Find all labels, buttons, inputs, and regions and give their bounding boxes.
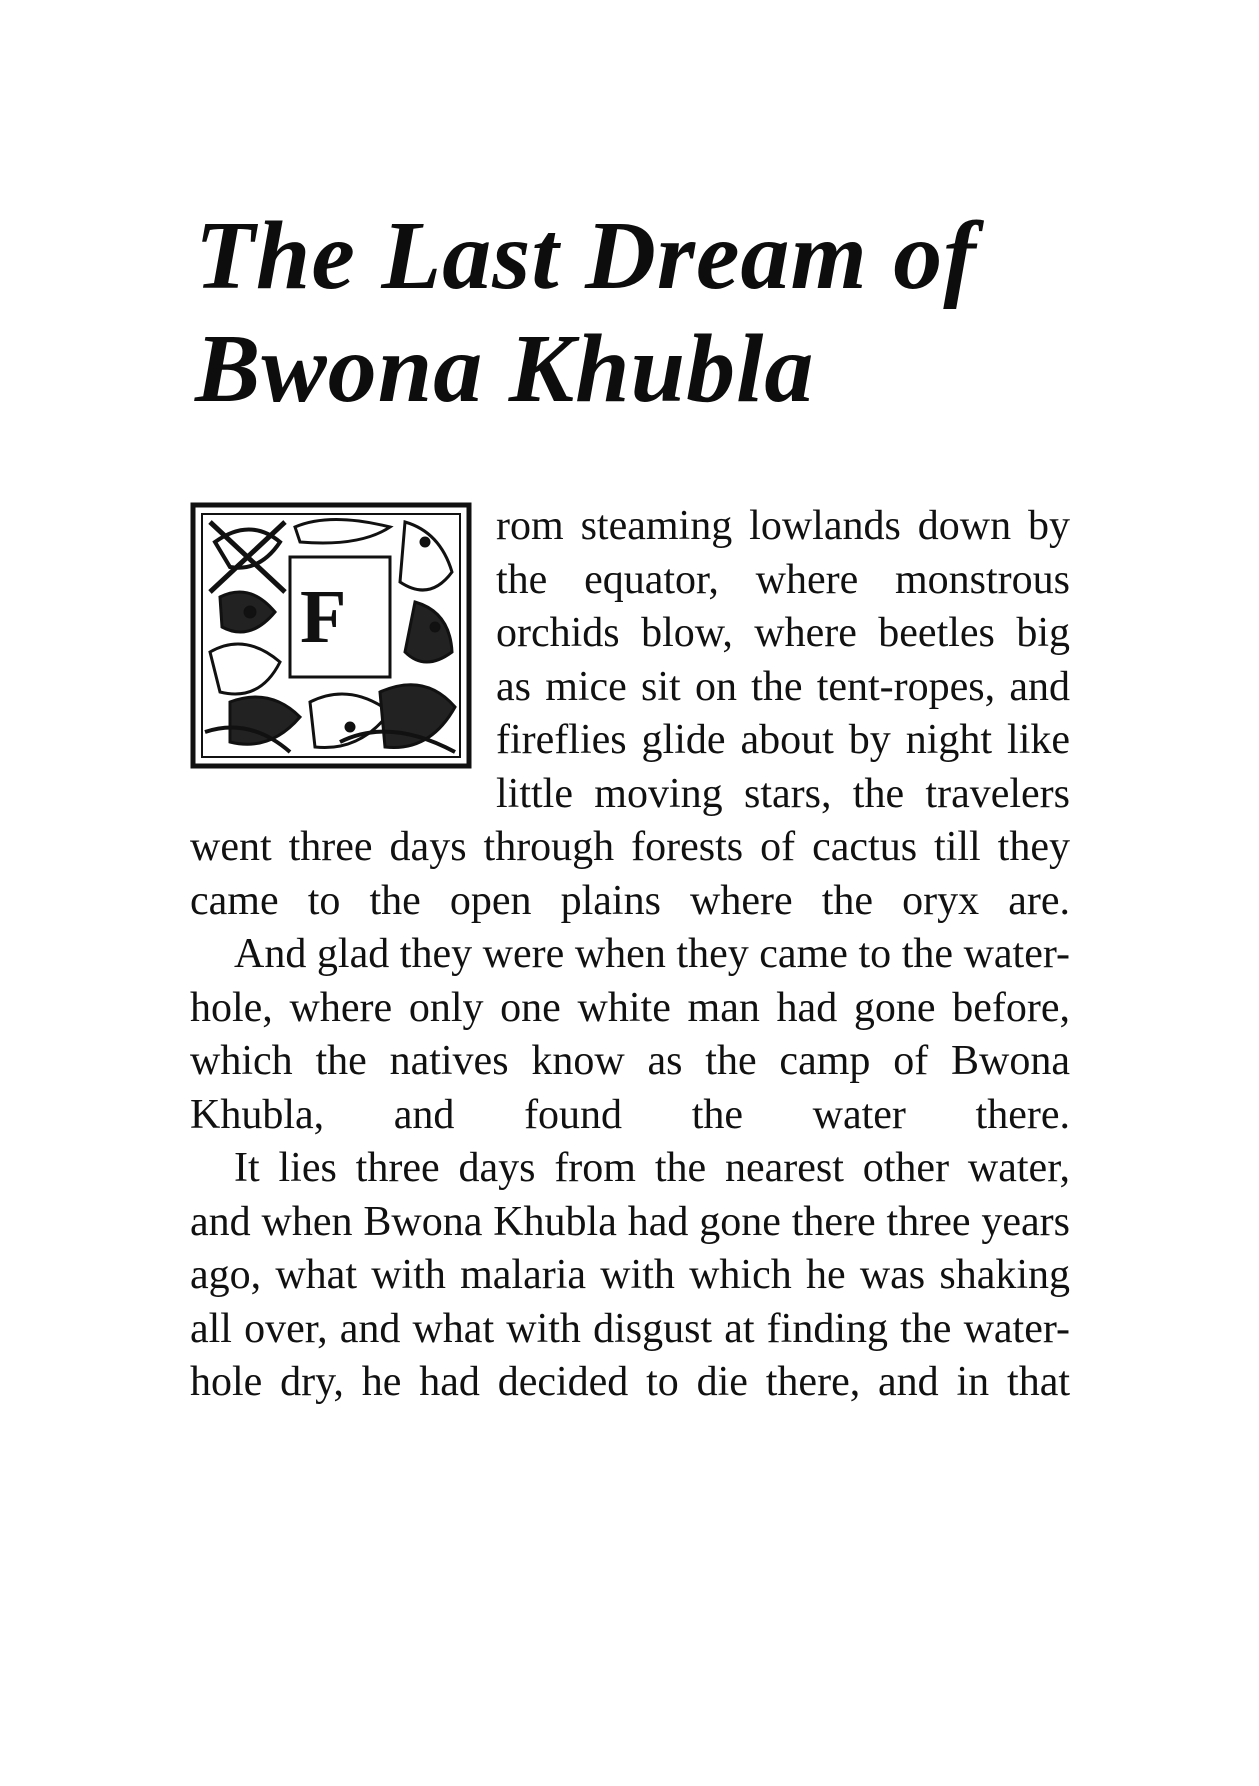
paragraph-1-text: rom steaming lowlands down by the equator, where monstrous orchids blow, where beetles big as mice sit on the tent-ropes, and fireflies glide about by night like little moving stars, the travelers went three days through forests of cactus till they came to the open plains where the oryx are.	[190, 503, 1070, 924]
paragraph-1	[190, 500, 1070, 928]
drop-cap	[190, 502, 472, 769]
paragraph-2: And glad they were when they came to the water-hole, where only one white man had gone before, which the natives know as the camp of Bwona Khubla, and found the water there.	[190, 931, 1070, 1138]
paragraph-3: It lies three days from the nearest other water, and when Bwona Khubla had gone there three years ago, what with malaria with which he was shaking all over, and what with disgust at finding the water-hole dry, he had decided to die there, and in that	[190, 1145, 1070, 1405]
chapter-title-line-1: The Last Dream of	[195, 202, 977, 310]
chapter-title-line-2: Bwona Khubla	[195, 315, 815, 423]
chapter-title	[195, 200, 1095, 426]
drop-cap-letter: F	[300, 575, 347, 659]
story-text	[190, 500, 1070, 1410]
